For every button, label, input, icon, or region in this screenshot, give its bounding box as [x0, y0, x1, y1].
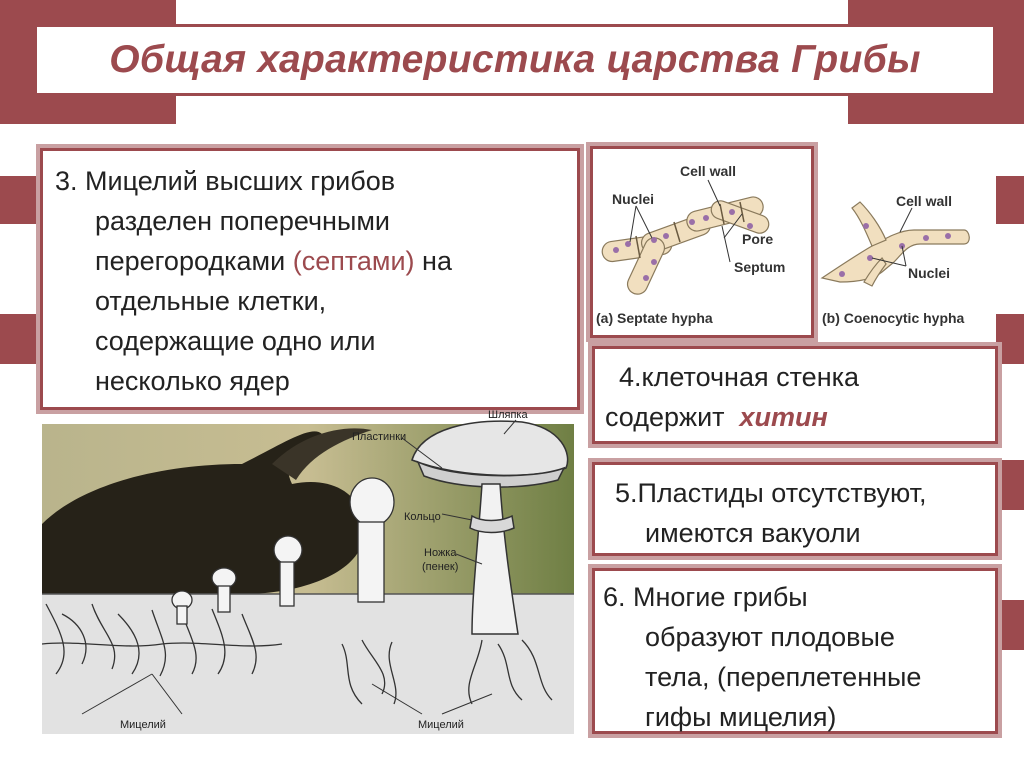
chitin-text [605, 357, 859, 437]
page-title: Общая характеристика царства Грибы [109, 38, 921, 81]
mushroom-illustration [42, 404, 574, 734]
septa-line-3 [55, 241, 575, 281]
plastids-text [605, 473, 927, 553]
label-stem: Ножка [424, 547, 457, 559]
septa-line-6: несколько ядер [95, 366, 290, 396]
coenocytic-hypha [822, 193, 969, 326]
label-stem-2: (пенек) [422, 561, 459, 573]
septa-term: (септами) [292, 246, 415, 276]
right-band-3 [996, 460, 1024, 510]
label-pore: Pore [742, 231, 774, 247]
chitin-line-2 [605, 397, 859, 437]
septate-hypha [596, 163, 785, 326]
fruiting-line-2: образуют плодовые [645, 622, 895, 652]
label-plates: Пластинки [352, 431, 407, 443]
plastids-line-1: 5.Пластиды отсутствуют, [615, 478, 927, 508]
right-band-2 [996, 314, 1024, 364]
septa-card [40, 148, 580, 410]
plastids-line-2: имеются вакуоли [645, 518, 861, 548]
fruiting-card [592, 568, 998, 734]
fruiting-text [603, 577, 921, 737]
label-cell-wall-a: Cell wall [680, 163, 737, 179]
label-septum: Septum [734, 259, 786, 275]
left-band-2 [0, 314, 44, 364]
label-nuclei-b: Nuclei [908, 265, 951, 281]
septa-line-3a: перегородками [95, 246, 293, 276]
label-cell-wall-b: Cell wall [896, 193, 953, 209]
septa-line-4: отдельные клетки, [95, 286, 327, 316]
title-box [34, 24, 996, 96]
right-band-1 [996, 176, 1024, 224]
left-band-1 [0, 176, 44, 224]
fruiting-line-3: тела, (переплетенные [645, 662, 922, 692]
caption-septate: (a) Septate hypha [596, 310, 713, 326]
label-mycelium-2: Мицелий [418, 719, 464, 731]
fruiting-line-1: 6. Многие грибы [603, 582, 808, 612]
label-cap: Шляпка [488, 409, 528, 421]
septa-line-3b: на [414, 246, 452, 276]
septa-line-2: разделен поперечными [95, 206, 391, 236]
plastids-card [592, 462, 998, 556]
septa-text [55, 161, 575, 401]
label-nuclei-a: Nuclei [612, 191, 655, 207]
chitin-line-2a: содержит [605, 402, 740, 432]
fruiting-line-4: гифы мицелия) [645, 702, 837, 732]
chitin-line-1: 4.клеточная стенка [619, 362, 860, 392]
septa-line-1: 3. Мицелий высших грибов [55, 166, 396, 196]
caption-coenocytic: (b) Coenocytic hypha [822, 310, 965, 326]
hypha-diagram [590, 146, 1000, 338]
right-band-4 [996, 600, 1024, 650]
chitin-term: хитин [739, 402, 828, 432]
septa-line-5: содержащие одно или [95, 326, 376, 356]
label-ring: Кольцо [404, 511, 441, 523]
chitin-card [592, 346, 998, 444]
label-mycelium-1: Мицелий [120, 719, 166, 731]
